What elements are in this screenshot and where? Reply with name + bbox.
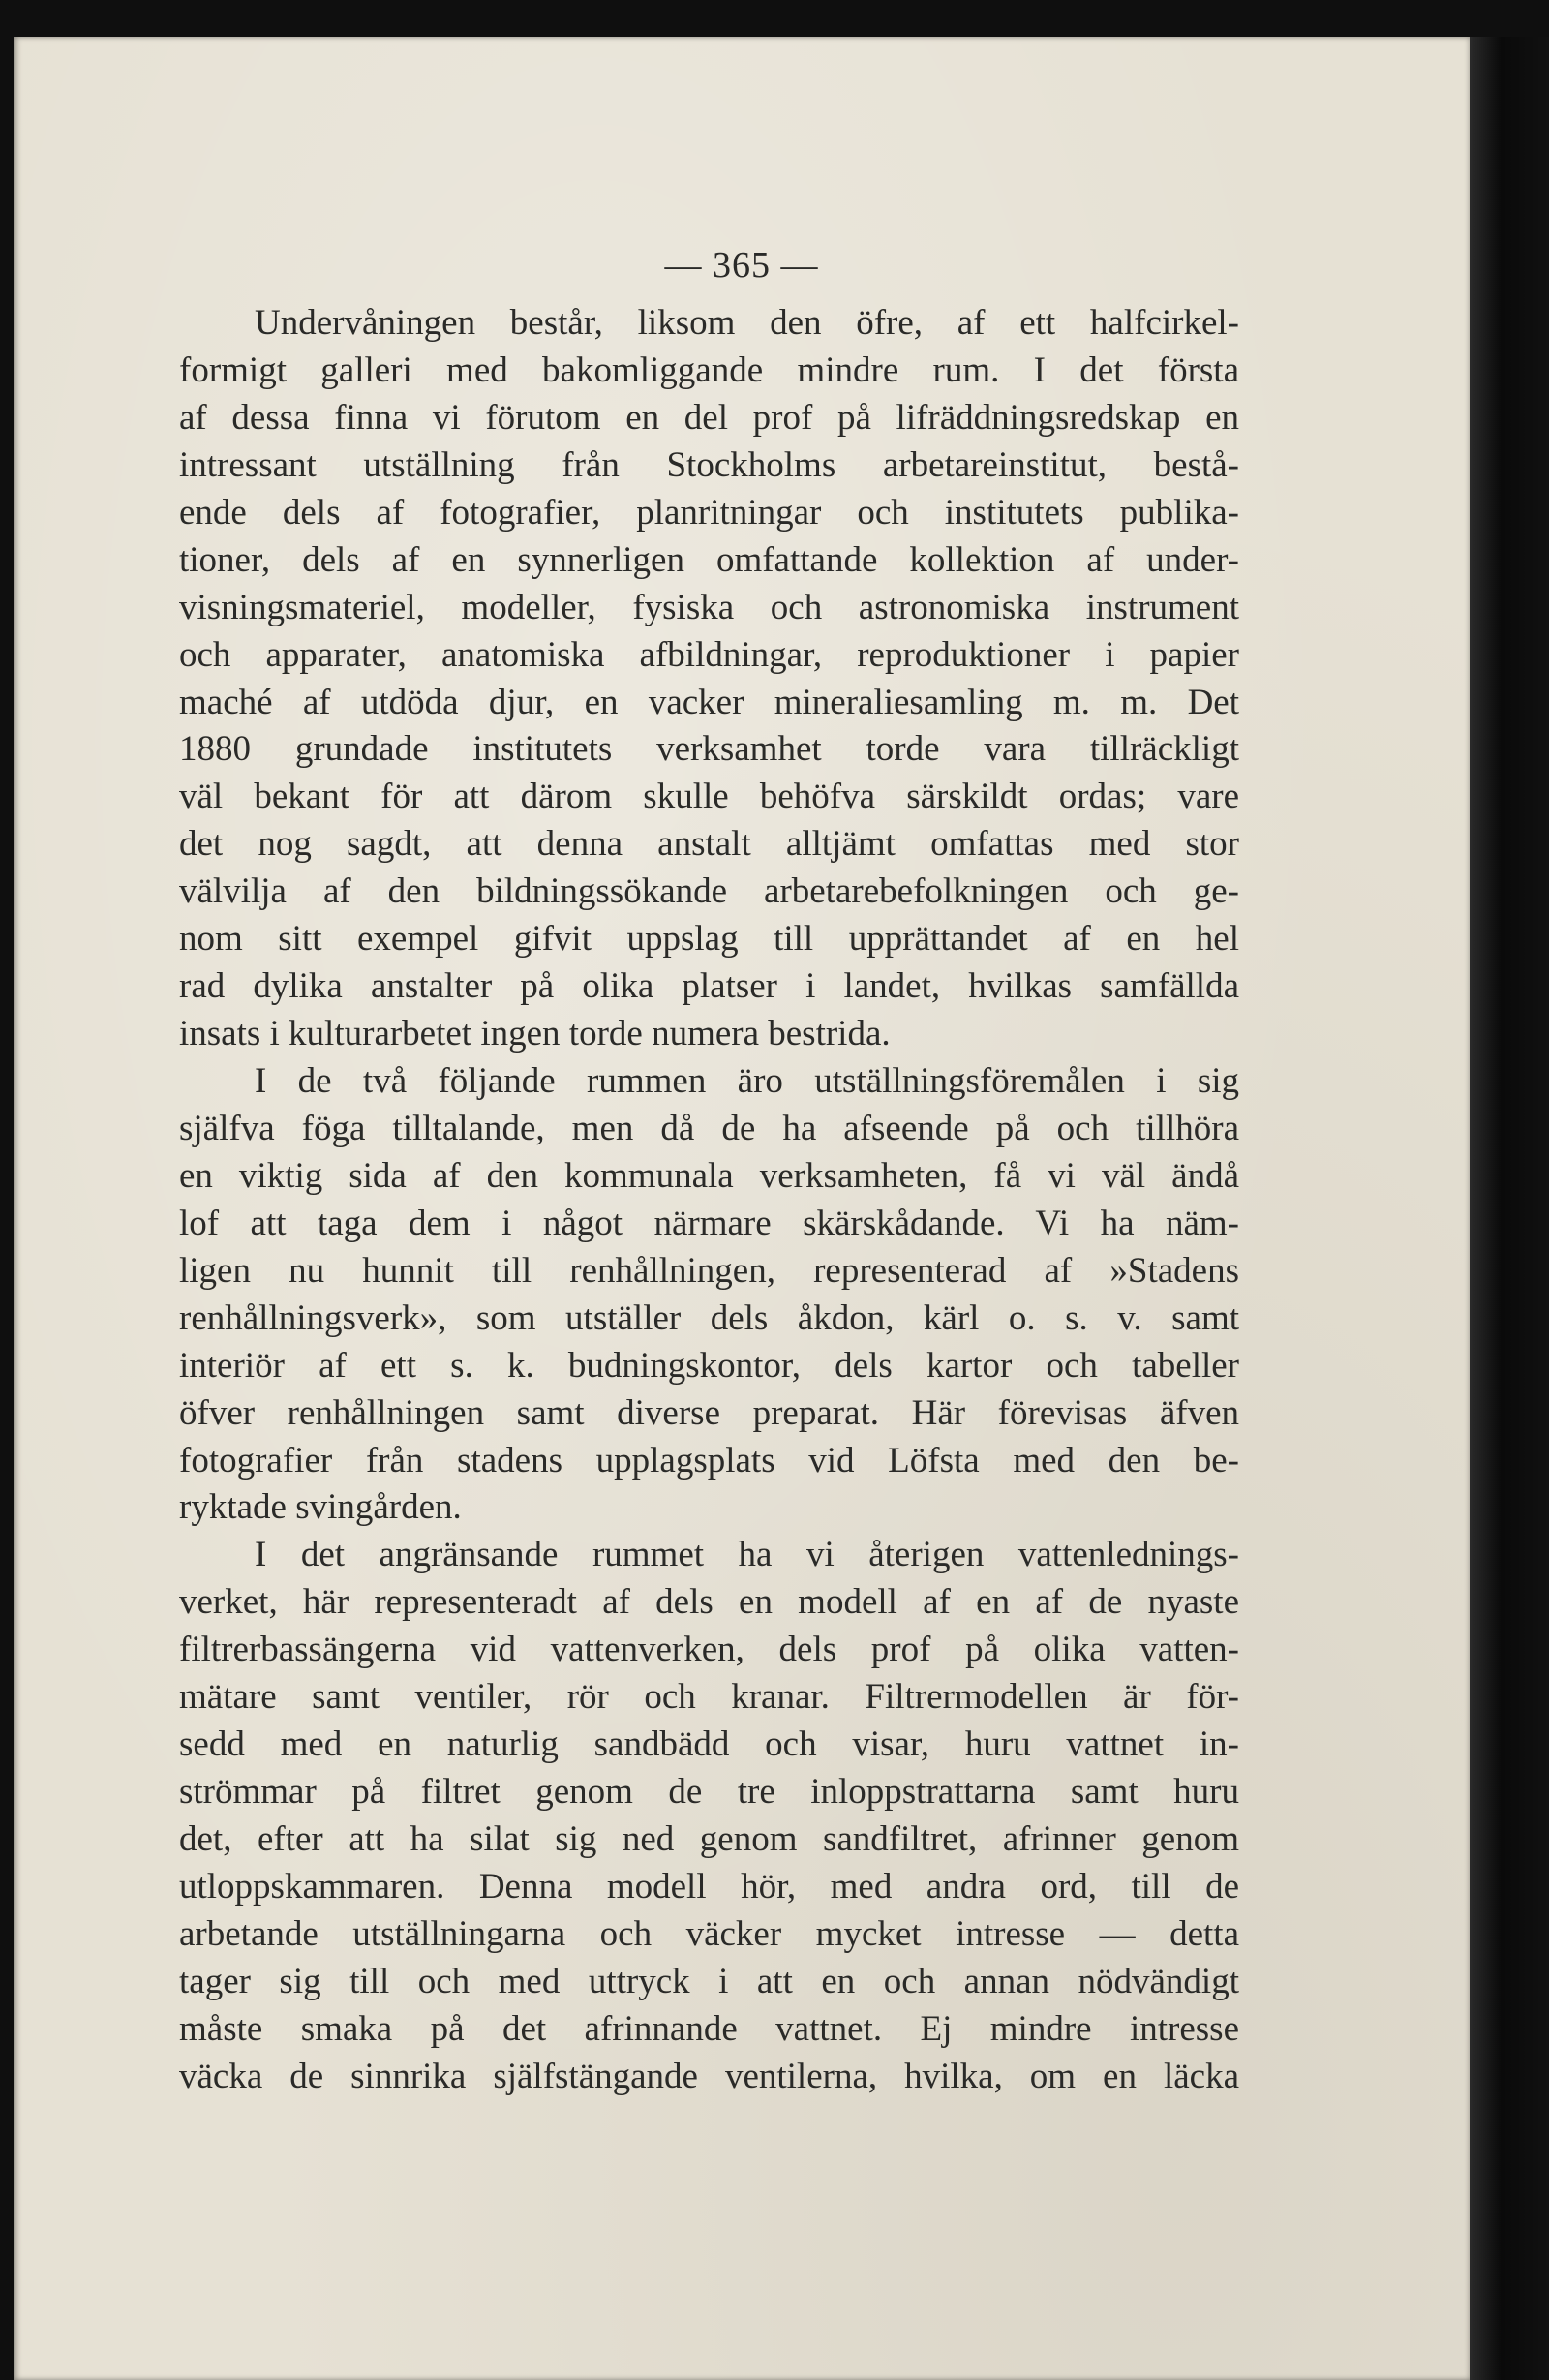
- text-line: 1880 grundade institutets verksamhet torde vara tillräckligt: [179, 729, 1239, 770]
- text-line: formigt galleri med bakomliggande mindre rum. I det första: [179, 350, 1239, 390]
- text-line: verket, här representeradt af dels en modell af en af de nyaste: [179, 1582, 1239, 1623]
- body-text: [179, 300, 1239, 2101]
- text-line: lof att taga dem i något närmare skärskådande. Vi ha näm-: [179, 1203, 1239, 1243]
- text-line: välvilja af den bildningssökande arbetarebefolkningen och ge-: [179, 871, 1239, 912]
- text-line: I de två följande rummen äro utställningsföremålen i sig: [255, 1061, 1239, 1101]
- text-line: arbetande utställningarna och väcker mycket intresse — detta: [179, 1913, 1239, 1954]
- text-line: tioner, dels af en synnerligen omfattande kollektion af under-: [179, 539, 1239, 580]
- text-line: fotografier från stadens upplagsplats vid Löfsta med den be-: [179, 1440, 1239, 1480]
- text-line: af dessa finna vi förutom en del prof på lifräddningsredskap en: [179, 397, 1239, 438]
- text-line: utloppskammaren. Denna modell hör, med andra ord, till de: [179, 1866, 1239, 1907]
- text-line: rad dylika anstalter på olika platser i landet, hvilkas samfällda: [179, 966, 1239, 1007]
- text-line: filtrerbassängerna vid vattenverken, dels prof på olika vatten-: [179, 1630, 1239, 1670]
- text-line: och apparater, anatomiska afbildningar, reproduktioner i papier: [179, 634, 1239, 675]
- text-line: väcka de sinnrika själfstängande ventilerna, hvilka, om en läcka: [179, 2056, 1239, 2096]
- page-number: — 365 —: [664, 245, 819, 286]
- text-line: tager sig till och med uttryck i att en och annan nödvändigt: [179, 1961, 1239, 2001]
- text-line: Undervåningen består, liksom den öfre, af ett halfcirkel-: [255, 303, 1239, 343]
- text-line: insats i kulturarbetet ingen torde numera bestrida.: [179, 1014, 891, 1054]
- text-line: det nog sagdt, att denna anstalt alltjämt omfattas med stor: [179, 824, 1239, 865]
- page-edge-shadow: [1470, 37, 1549, 2380]
- text-line: öfver renhållningen samt diverse preparat. Här förevisas äfven: [179, 1392, 1239, 1433]
- text-line: renhållningsverk», som utställer dels åkdon, kärl o. s. v. samt: [179, 1297, 1239, 1338]
- text-line: sedd med en naturlig sandbädd och visar, huru vattnet in-: [179, 1724, 1239, 1765]
- book-page: [14, 37, 1470, 2380]
- text-line: strömmar på filtret genom de tre inloppstrattarna samt huru: [179, 1772, 1239, 1813]
- text-line: det, efter att ha silat sig ned genom sandfiltret, afrinner genom: [179, 1819, 1239, 1859]
- text-line: ligen nu hunnit till renhållningen, representerad af »Stadens: [179, 1250, 1239, 1291]
- text-line: ende dels af fotografier, planritningar och institutets publika-: [179, 492, 1239, 533]
- text-line: mätare samt ventiler, rör och kranar. Filtrermodellen är för-: [179, 1677, 1239, 1718]
- text-line: väl bekant för att därom skulle behöfva särskildt ordas; vare: [179, 777, 1239, 817]
- text-line: nom sitt exempel gifvit uppslag till upprättandet af en hel: [179, 919, 1239, 960]
- text-line: en viktig sida af den kommunala verksamheten, få vi väl ändå: [179, 1155, 1239, 1196]
- text-line: maché af utdöda djur, en vacker mineraliesamling m. m. Det: [179, 682, 1239, 722]
- text-line: I det angränsande rummet ha vi återigen vattenlednings-: [255, 1535, 1239, 1575]
- text-line: visningsmateriel, modeller, fysiska och astronomiska instrument: [179, 587, 1239, 627]
- text-line: interiör af ett s. k. budningskontor, dels kartor och tabeller: [179, 1345, 1239, 1386]
- text-line: själfva föga tilltalande, men då de ha afseende på och tillhöra: [179, 1108, 1239, 1148]
- text-line: intressant utställning från Stockholms arbetareinstitut, bestå-: [179, 444, 1239, 485]
- text-line: måste smaka på det afrinnande vattnet. Ej mindre intresse: [179, 2008, 1239, 2049]
- text-line: ryktade svingården.: [179, 1487, 462, 1528]
